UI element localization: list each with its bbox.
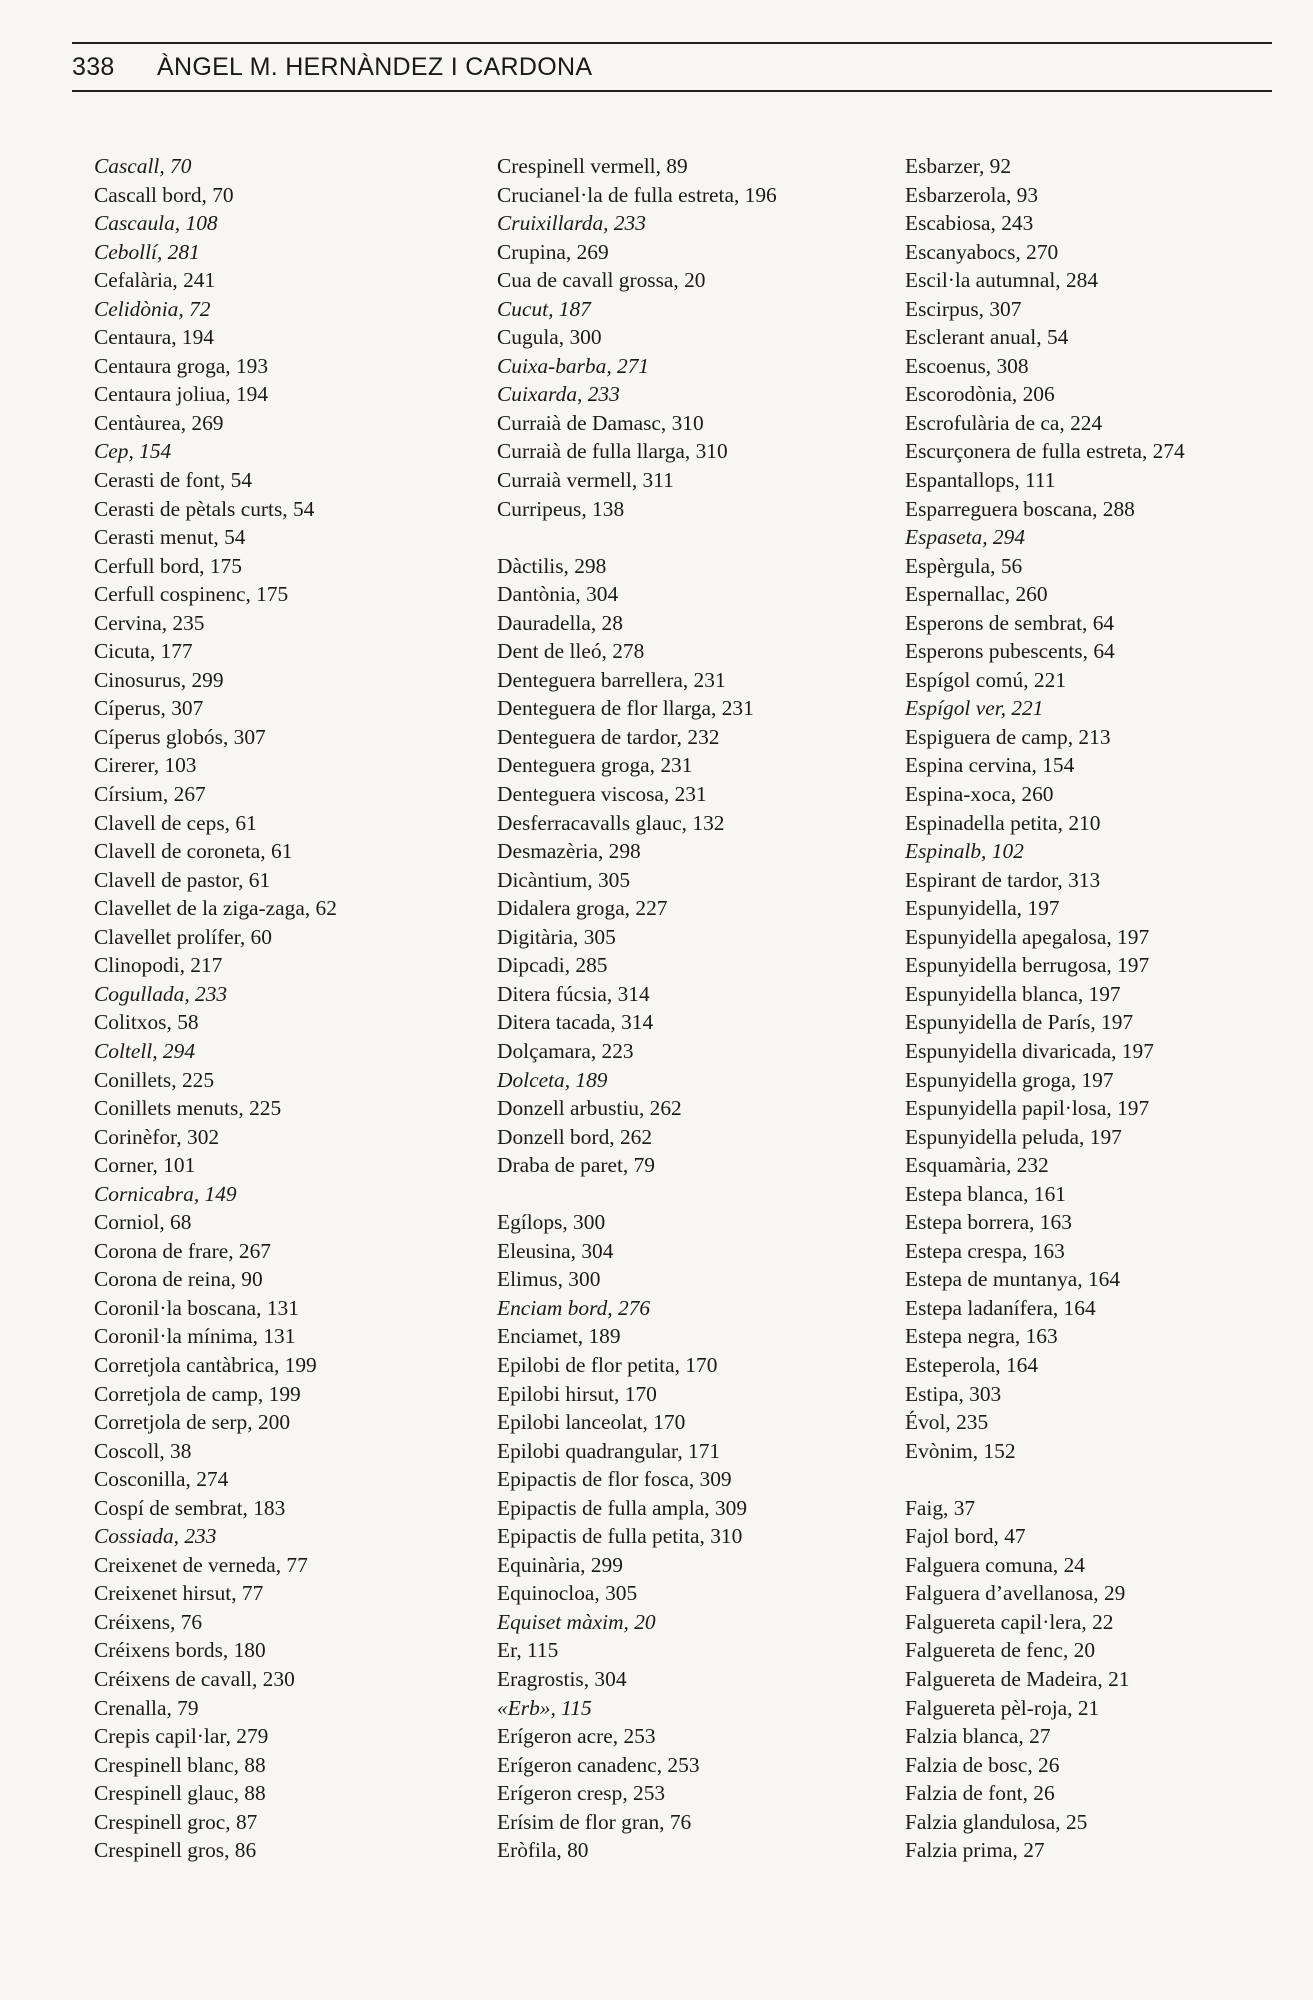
index-entry: Falzia de bosc, 26	[905, 1752, 1060, 1777]
index-entry: Évol, 235	[905, 1410, 989, 1435]
index-entry: Erígeron canadenc, 253	[497, 1752, 700, 1777]
index-entry: Denteguera de flor llarga, 231	[497, 696, 754, 721]
index-entry: Enciamet, 189	[497, 1324, 621, 1349]
index-entry: Estipa, 303	[905, 1381, 1002, 1406]
index-gap	[497, 523, 777, 552]
index-entry: Curraià vermell, 311	[497, 468, 674, 493]
index-entry: Espiguera de camp, 213	[905, 724, 1111, 749]
index-entry: Celidònia, 72	[94, 296, 211, 321]
index-entry: Espunyidella peluda, 197	[905, 1124, 1122, 1149]
index-entry: Elimus, 300	[497, 1267, 601, 1292]
index-entry: Equinocloa, 305	[497, 1581, 638, 1606]
index-entry: Epipactis de fulla petita, 310	[497, 1524, 743, 1549]
index-entry: Falguereta de fenc, 20	[905, 1638, 1096, 1663]
index-entry: Corona de reina, 90	[94, 1267, 263, 1292]
index-entry: Cosconilla, 274	[94, 1467, 229, 1492]
index-entry: Ditera fúcsia, 314	[497, 981, 650, 1006]
index-entry: Dauradella, 28	[497, 610, 623, 635]
index-entry: Dàctilis, 298	[497, 553, 607, 578]
index-entry: Centàurea, 269	[94, 410, 224, 435]
index-entry: Crespinell blanc, 88	[94, 1752, 266, 1777]
index-entry: Escurçonera de fulla estreta, 274	[905, 439, 1185, 464]
index-entry: Falguera comuna, 24	[905, 1552, 1085, 1577]
index-entry: Falzia blanca, 27	[905, 1724, 1051, 1749]
index-entry: Escanyabocs, 270	[905, 239, 1059, 264]
index-entry: Corretjola cantàbrica, 199	[94, 1352, 317, 1377]
index-entry: Corniol, 68	[94, 1210, 192, 1235]
index-entry: Cossiada, 233	[94, 1524, 217, 1549]
index-entry: Dolçamara, 223	[497, 1038, 634, 1063]
page-number: 338	[72, 52, 115, 81]
index-entry: Coronil·la mínima, 131	[94, 1324, 296, 1349]
index-entry: Epilobi hirsut, 170	[497, 1381, 657, 1406]
index-entry: Cornicabra, 149	[94, 1181, 237, 1206]
index-entry: Cicuta, 177	[94, 639, 193, 664]
index-entry: Creixenet hirsut, 77	[94, 1581, 264, 1606]
index-entry: Créixens de cavall, 230	[94, 1666, 295, 1691]
index-entry: Cíperus, 307	[94, 696, 204, 721]
index-entry: Cruixillarda, 233	[497, 211, 646, 236]
index-column-2	[497, 152, 777, 1865]
index-entry: Didalera groga, 227	[497, 896, 668, 921]
index-entry: Cerasti de font, 54	[94, 468, 253, 493]
index-entry: Espina-xoca, 260	[905, 782, 1054, 807]
index-entry: «Erb», 115	[497, 1695, 592, 1720]
index-entry: Espunyidella apegalosa, 197	[905, 924, 1150, 949]
index-entry: Enciam bord, 276	[497, 1295, 651, 1320]
index-entry: Estepa de muntanya, 164	[905, 1267, 1121, 1292]
index-entry: Clinopodi, 217	[94, 953, 223, 978]
index-entry: Corretjola de camp, 199	[94, 1381, 301, 1406]
index-entry: Cascaula, 108	[94, 211, 218, 236]
index-entry: Corner, 101	[94, 1153, 196, 1178]
index-entry: Créixens bords, 180	[94, 1638, 266, 1663]
index-entry: Cirerer, 103	[94, 753, 197, 778]
index-entry: Desferracavalls glauc, 132	[497, 810, 725, 835]
index-entry: Desmazèria, 298	[497, 839, 641, 864]
index-entry: Cerfull cospinenc, 175	[94, 582, 289, 607]
index-entry: Falguera d’avellanosa, 29	[905, 1581, 1126, 1606]
index-entry: Crespinell glauc, 88	[94, 1781, 266, 1806]
index-entry: Falguereta pèl-roja, 21	[905, 1695, 1100, 1720]
index-entry: Equinària, 299	[497, 1552, 623, 1577]
index-entry: Denteguera de tardor, 232	[497, 724, 720, 749]
index-entry: Dipcadi, 285	[497, 953, 608, 978]
index-entry: Creixenet de verneda, 77	[94, 1552, 308, 1577]
index-entry: Dent de lleó, 278	[497, 639, 645, 664]
index-entry: Esquamària, 232	[905, 1153, 1049, 1178]
index-entry: Crucianel·la de fulla estreta, 196	[497, 182, 777, 207]
index-entry: Crespinell groc, 87	[94, 1809, 258, 1834]
index-entry: Epipactis de fulla ampla, 309	[497, 1495, 748, 1520]
index-entry: Espunyidella groga, 197	[905, 1067, 1114, 1092]
index-entry: Erígeron acre, 253	[497, 1724, 656, 1749]
index-entry: Conillets menuts, 225	[94, 1096, 282, 1121]
index-entry: Escorodònia, 206	[905, 382, 1055, 407]
index-entry: Esclerant anual, 54	[905, 325, 1069, 350]
index-gap	[905, 1465, 1185, 1494]
index-entry: Evònim, 152	[905, 1438, 1016, 1463]
index-entry: Cerasti menut, 54	[94, 525, 246, 550]
index-entry: Erísim de flor gran, 76	[497, 1809, 692, 1834]
index-entry: Estepa negra, 163	[905, 1324, 1058, 1349]
index-entry: Denteguera viscosa, 231	[497, 782, 707, 807]
index-entry: Espígol comú, 221	[905, 667, 1067, 692]
index-entry: Esteperola, 164	[905, 1352, 1039, 1377]
index-entry: Espernallac, 260	[905, 582, 1048, 607]
index-entry: Espunyidella blanca, 197	[905, 981, 1121, 1006]
index-entry: Esbarzerola, 93	[905, 182, 1039, 207]
index-entry: Falzia prima, 27	[905, 1838, 1045, 1863]
index-entry: Curripeus, 138	[497, 496, 625, 521]
index-entry: Digitària, 305	[497, 924, 616, 949]
index-entry: Estepa blanca, 161	[905, 1181, 1066, 1206]
index-entry: Cospí de sembrat, 183	[94, 1495, 286, 1520]
index-entry: Corinèfor, 302	[94, 1124, 220, 1149]
index-entry: Créixens, 76	[94, 1609, 203, 1634]
index-entry: Crespinell vermell, 89	[497, 154, 688, 178]
index-entry: Falguereta de Madeira, 21	[905, 1666, 1130, 1691]
index-entry: Denteguera groga, 231	[497, 753, 693, 778]
index-entry: Cucut, 187	[497, 296, 591, 321]
index-entry: Cinosurus, 299	[94, 667, 224, 692]
index-entry: Eragrostis, 304	[497, 1666, 627, 1691]
index-entry: Epilobi de flor petita, 170	[497, 1352, 718, 1377]
index-entry: Corretjola de serp, 200	[94, 1410, 291, 1435]
index-entry: Curraià de fulla llarga, 310	[497, 439, 728, 464]
index-entry: Esparreguera boscana, 288	[905, 496, 1135, 521]
index-entry: Cebollí, 281	[94, 239, 200, 264]
index-entry: Cerasti de pètals curts, 54	[94, 496, 315, 521]
index-entry: Escoenus, 308	[905, 353, 1029, 378]
index-entry: Falzia de font, 26	[905, 1781, 1055, 1806]
index-entry: Er, 115	[497, 1638, 559, 1663]
index-entry: Espígol ver, 221	[905, 696, 1044, 721]
index-entry: Esperons pubescents, 64	[905, 639, 1115, 664]
index-entry: Cefalària, 241	[94, 268, 216, 293]
index-entry: Escabiosa, 243	[905, 211, 1034, 236]
index-entry: Cuixa-barba, 271	[497, 353, 650, 378]
index-entry: Centaura, 194	[94, 325, 214, 350]
index-entry: Cugula, 300	[497, 325, 602, 350]
index-entry: Crepis capil·lar, 279	[94, 1724, 269, 1749]
index-entry: Espina cervina, 154	[905, 753, 1075, 778]
index-column-1	[94, 152, 337, 1865]
index-entry: Donzell arbustiu, 262	[497, 1096, 682, 1121]
index-entry: Coronil·la boscana, 131	[94, 1295, 299, 1320]
index-entry: Falzia glandulosa, 25	[905, 1809, 1088, 1834]
index-entry: Cíperus globós, 307	[94, 724, 266, 749]
index-entry: Dicàntium, 305	[497, 867, 631, 892]
index-entry: Estepa ladanífera, 164	[905, 1295, 1096, 1320]
index-entry: Falguereta capil·lera, 22	[905, 1609, 1114, 1634]
index-entry: Fajol bord, 47	[905, 1524, 1026, 1549]
index-gap	[497, 1180, 777, 1209]
index-entry: Espinadella petita, 210	[905, 810, 1101, 835]
index-entry: Dantònia, 304	[497, 582, 619, 607]
running-head-author: ÀNGEL M. HERNÀNDEZ I CARDONA	[157, 52, 593, 81]
index-entry: Escirpus, 307	[905, 296, 1022, 321]
index-entry: Escrofulària de ca, 224	[905, 410, 1103, 435]
index-entry: Coltell, 294	[94, 1038, 196, 1063]
index-entry: Espunyidella papil·losa, 197	[905, 1096, 1150, 1121]
index-entry: Clavell de ceps, 61	[94, 810, 257, 835]
index-entry: Eleusina, 304	[497, 1238, 614, 1263]
index-entry: Espunyidella berrugosa, 197	[905, 953, 1150, 978]
index-entry: Equiset màxim, 20	[497, 1609, 656, 1634]
index-entry: Círsium, 267	[94, 782, 206, 807]
index-entry: Cogullada, 233	[94, 981, 228, 1006]
index-entry: Egílops, 300	[497, 1210, 606, 1235]
index-entry: Escil·la autumnal, 284	[905, 268, 1099, 293]
index-entry: Espirant de tardor, 313	[905, 867, 1101, 892]
index-entry: Denteguera barrellera, 231	[497, 667, 726, 692]
index-entry: Crupina, 269	[497, 239, 609, 264]
index-entry: Clavell de pastor, 61	[94, 867, 271, 892]
index-entry: Curraià de Damasc, 310	[497, 410, 704, 435]
index-entry: Cua de cavall grossa, 20	[497, 268, 706, 293]
index-entry: Espunyidella de París, 197	[905, 1010, 1134, 1035]
index-entry: Cuixarda, 233	[497, 382, 620, 407]
index-entry: Espèrgula, 56	[905, 553, 1023, 578]
index-entry: Draba de paret, 79	[497, 1153, 655, 1178]
index-entry: Cerfull bord, 175	[94, 553, 242, 578]
index-entry: Espunyidella, 197	[905, 896, 1060, 921]
index-entry: Esperons de sembrat, 64	[905, 610, 1115, 635]
index-entry: Esbarzer, 92	[905, 154, 1012, 178]
index-entry: Cervina, 235	[94, 610, 205, 635]
index-entry: Cep, 154	[94, 439, 172, 464]
index-entry: Clavell de coroneta, 61	[94, 839, 293, 864]
index-entry: Clavellet prolífer, 60	[94, 924, 272, 949]
index-entry: Crenalla, 79	[94, 1695, 199, 1720]
index-entry: Cascall bord, 70	[94, 182, 234, 207]
index-entry: Dolceta, 189	[497, 1067, 608, 1092]
index-entry: Clavellet de la ziga-zaga, 62	[94, 896, 337, 921]
index-entry: Donzell bord, 262	[497, 1124, 653, 1149]
index-entry: Eròfila, 80	[497, 1838, 589, 1863]
index-entry: Centaura joliua, 194	[94, 382, 269, 407]
index-entry: Espantallops, 111	[905, 468, 1056, 493]
index-entry: Erígeron cresp, 253	[497, 1781, 666, 1806]
index-entry: Corona de frare, 267	[94, 1238, 271, 1263]
index-entry: Epipactis de flor fosca, 309	[497, 1467, 732, 1492]
index-entry: Estepa crespa, 163	[905, 1238, 1065, 1263]
index-entry: Coscoll, 38	[94, 1438, 192, 1463]
index-entry: Faig, 37	[905, 1495, 976, 1520]
index-entry: Crespinell gros, 86	[94, 1838, 257, 1863]
index-entry: Estepa borrera, 163	[905, 1210, 1072, 1235]
index-entry: Espinalb, 102	[905, 839, 1024, 864]
index-entry: Conillets, 225	[94, 1067, 215, 1092]
index-entry: Epilobi lanceolat, 170	[497, 1410, 686, 1435]
index-entry: Epilobi quadrangular, 171	[497, 1438, 721, 1463]
index-entry: Ditera tacada, 314	[497, 1010, 654, 1035]
index-entry: Cascall, 70	[94, 154, 192, 178]
index-column-3	[905, 152, 1185, 1865]
index-entry: Colitxos, 58	[94, 1010, 199, 1035]
index-entry: Espunyidella divaricada, 197	[905, 1038, 1154, 1063]
page-header	[72, 42, 1272, 92]
index-entry: Centaura groga, 193	[94, 353, 269, 378]
index-entry: Espaseta, 294	[905, 525, 1026, 550]
